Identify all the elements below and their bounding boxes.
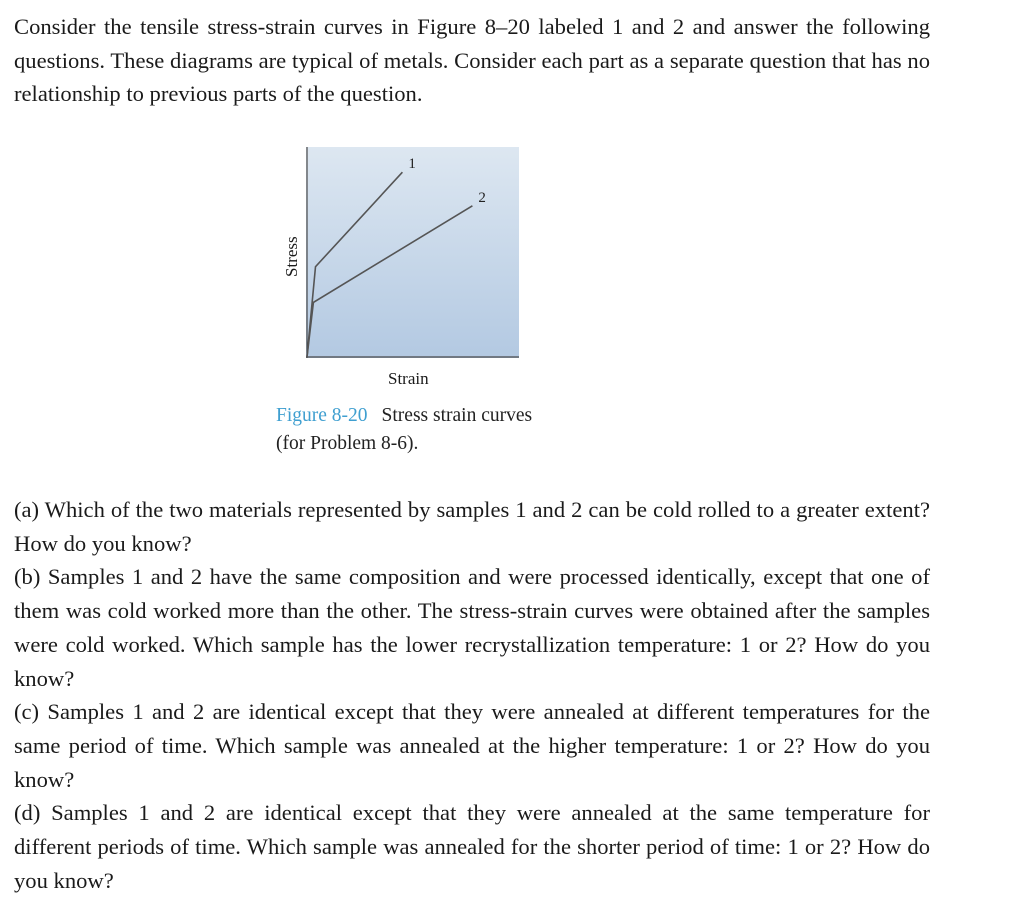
question-a: (a) Which of the two materials represented by samples 1 and 2 can be cold rolled to a greater extent? How do you know? <box>14 497 930 556</box>
question-b: (b) Samples 1 and 2 have the same composition and were processed identically, except that one of them was cold worked more than the other. The stress-strain curves were obtained after the samples were cold worked. Which sample has the lower recrystallization temperature: 1 or 2? How do you know? <box>14 564 930 691</box>
y-axis-label: Stress <box>282 236 301 277</box>
figure-8-20 <box>270 145 630 465</box>
stress-strain-plot <box>306 147 519 358</box>
caption-text: Stress strain curves <box>381 405 533 426</box>
caption-line-2: (for Problem 8-6). <box>276 433 419 454</box>
problem-intro: Consider the tensile stress-strain curves in Figure 8–20 labeled 1 and 2 and answer the following questions. These diagrams are typical of metals. Consider each part as a separate question that has no relationship to previous parts of the question. <box>14 14 930 107</box>
figure-number: Figure 8-20 <box>276 405 368 426</box>
x-axis-label: Strain <box>388 369 429 388</box>
question-c: (c) Samples 1 and 2 are identical except that they were annealed at different temperatures for the same period of time. Which sample was annealed at the higher temperature: 1 or 2? How do you know? <box>14 699 930 792</box>
stress-strain-chart <box>306 147 519 358</box>
question-d: (d) Samples 1 and 2 are identical except that they were annealed at the same temperature for different periods of time. Which sample was annealed for the shorter period of time: 1 or 2? How do you know? <box>14 800 930 893</box>
curve-label-1: 1 <box>408 156 416 173</box>
plot-background <box>306 147 519 358</box>
curve-label-2: 2 <box>478 189 486 206</box>
question-list <box>14 493 930 897</box>
figure-caption <box>276 402 636 458</box>
